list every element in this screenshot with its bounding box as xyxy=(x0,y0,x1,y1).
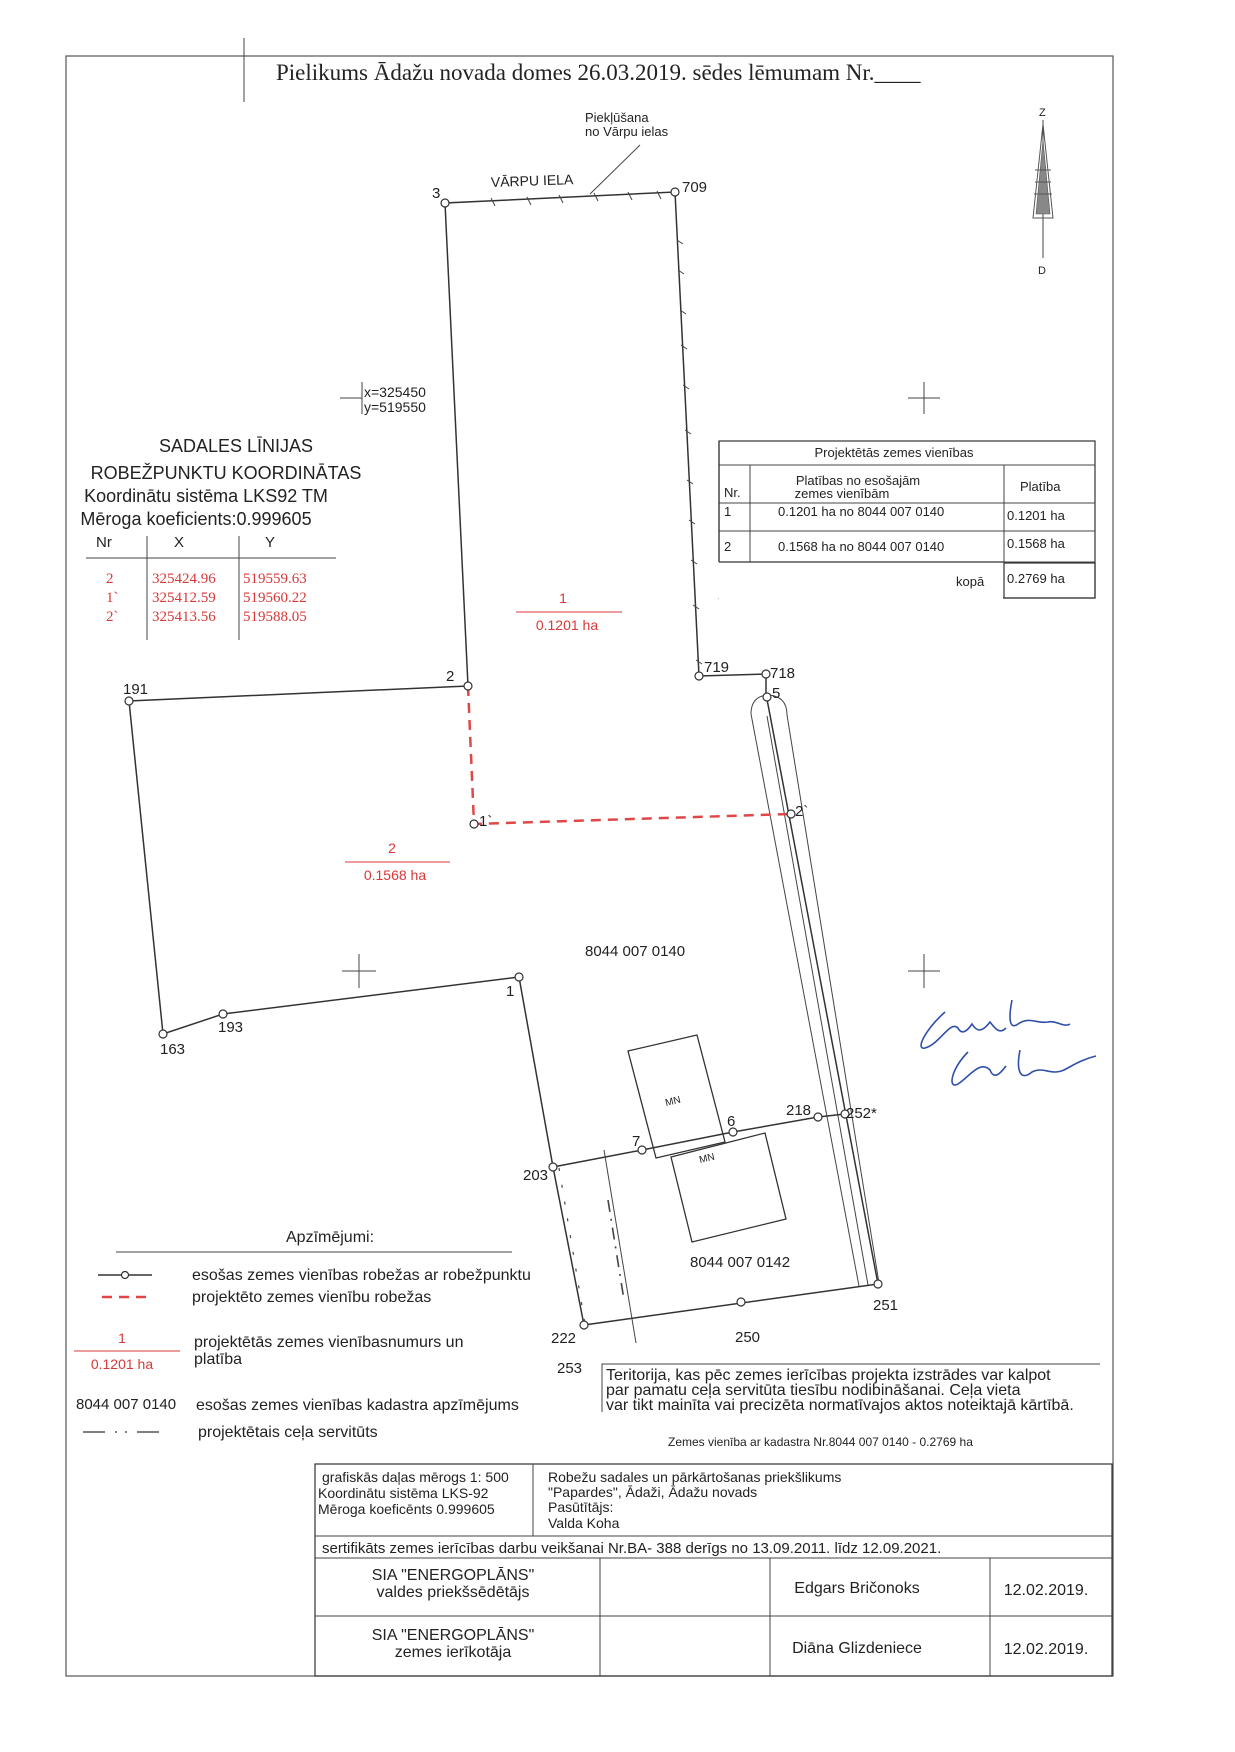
tb-name: Diāna Glizdeniece xyxy=(792,1640,922,1657)
units-table-header: Nr. xyxy=(724,485,741,500)
units-table-cell: 0.1201 ha no 8044 007 0140 xyxy=(778,504,945,519)
units-table-cell: 0.1568 ha no 8044 007 0140 xyxy=(778,539,945,554)
parcel-1-label xyxy=(516,590,622,633)
coords-cell: 2` xyxy=(106,609,119,625)
road-servitude-line xyxy=(559,1168,585,1324)
svg-text:0.1568 ha: 0.1568 ha xyxy=(363,867,427,883)
units-table-title: Projektētās zemes vienības xyxy=(814,445,974,460)
legend-boundary-sample xyxy=(98,1272,152,1279)
grid-cross xyxy=(908,382,940,414)
coords-scale-factor: Mēroga koeficients:0.999605 xyxy=(80,509,312,529)
legend-item: projektētais ceļa servitūts xyxy=(198,1424,378,1441)
cadastre-neighbor-label: 8044 007 0142 xyxy=(690,1254,791,1271)
svg-text:1: 1 xyxy=(559,590,567,606)
tb-role: zemes ierīkotāja xyxy=(394,1644,512,1661)
point-label: 6 xyxy=(727,1113,736,1130)
tb-client-label: Pasūtītājs: xyxy=(548,1499,614,1515)
fence-marks xyxy=(491,191,702,664)
point-label: 252* xyxy=(846,1105,877,1122)
tb-date: 12.02.2019. xyxy=(1003,1641,1089,1658)
access-note: no Vārpu ielas xyxy=(585,124,669,139)
point-label: 2` xyxy=(795,803,809,820)
grid-cross xyxy=(342,954,376,988)
parcel-2-boundary xyxy=(129,686,519,1034)
grid-cross xyxy=(908,954,940,988)
coords-header: X xyxy=(174,534,185,551)
coords-cell: 519559.63 xyxy=(243,571,307,587)
tb-org: SIA "ENERGOPLĀNS" xyxy=(371,1627,535,1644)
svg-text:var tikt mainīta vai precizēta: var tikt mainīta vai precizēta normatīvajos aktos noteiktajā kārtībā. xyxy=(606,1397,1074,1414)
cadastre-main-label: 8044 007 0140 xyxy=(585,943,686,960)
units-table-cell: 0.1568 ha xyxy=(1007,536,1065,551)
point-label: 1` xyxy=(479,813,493,830)
coords-title: SADALES LĪNIJAS xyxy=(158,436,314,456)
point-label: 718 xyxy=(770,665,796,682)
signature xyxy=(921,1000,1096,1085)
tb-project: Robežu sadales un pārkārtošanas priekšlikums xyxy=(548,1469,842,1485)
access-note: Piekļūšana xyxy=(585,110,649,125)
coords-cell: 325424.96 xyxy=(152,571,216,587)
legend-sample-cadastre: 8044 007 0140 xyxy=(76,1396,177,1413)
legend-item: projektētās zemes vienībasnumurs un xyxy=(194,1334,464,1351)
point-label: 251 xyxy=(873,1297,899,1314)
building-label: MN xyxy=(664,1094,682,1109)
tb-certificate: sertifikāts zemes ierīcības darbu veikšanai Nr.BA- 388 derīgs no 13.09.2011. līdz 12.09.2021. xyxy=(322,1540,942,1557)
svg-text:2: 2 xyxy=(388,840,396,856)
title-block xyxy=(315,1464,1112,1676)
units-table-header: Platības no esošajām xyxy=(795,473,921,488)
road-servitude-axis xyxy=(608,1200,624,1300)
units-table-cell: 2 xyxy=(724,539,732,554)
point-label: 7 xyxy=(632,1133,641,1150)
coords-cell: 1` xyxy=(106,590,119,606)
units-table-header: Platība xyxy=(1020,479,1061,494)
coords-cell: 519588.05 xyxy=(243,609,307,625)
territory-note xyxy=(602,1364,1100,1414)
point-label: 3 xyxy=(432,185,441,202)
units-table-header: zemes vienībām xyxy=(794,486,890,501)
units-table-total: 0.2769 ha xyxy=(1007,571,1065,586)
units-table-cell: 1 xyxy=(724,504,732,519)
page-title: Pielikums Ādažu novada domes 26.03.2019. sēdes lēmumam Nr.____ xyxy=(276,60,921,85)
street-label: VĀRPU IELA xyxy=(490,171,574,190)
point-label: 218 xyxy=(786,1102,812,1119)
building-south xyxy=(671,1133,786,1242)
coords-cell: 325413.56 xyxy=(152,609,216,625)
south-label: D xyxy=(1038,265,1046,277)
coords-header: Y xyxy=(265,534,276,551)
road-strip xyxy=(751,695,879,1286)
coords-cell: 519560.22 xyxy=(243,590,307,606)
tb-client: Valda Koha xyxy=(548,1515,620,1531)
tb-scale: grafiskās daļas mērogs 1: 500 xyxy=(322,1469,509,1485)
point-label: 203 xyxy=(523,1167,549,1184)
north-label: Z xyxy=(1039,107,1046,119)
coords-header: Nr xyxy=(96,534,112,551)
tb-role: valdes priekšsēdētājs xyxy=(376,1584,530,1601)
legend-sample-num: 1 xyxy=(118,1330,126,1346)
tb-coord-sys: Koordinātu sistēma LKS-92 xyxy=(318,1485,489,1501)
point-label: 709 xyxy=(682,179,708,196)
legend-title: Apzīmējumi: xyxy=(286,1229,375,1246)
tb-project: "Papardes", Ādaži, Ādažu novads xyxy=(548,1484,758,1500)
svg-text:0.1201 ha: 0.1201 ha xyxy=(535,617,599,633)
tb-scale-factor: Mēroga koeficēnts 0.999605 xyxy=(318,1501,495,1517)
units-table xyxy=(719,441,1095,598)
coords-cell: 2 xyxy=(106,571,114,587)
svg-text:y=519550: y=519550 xyxy=(364,399,426,415)
point-label: 250 xyxy=(735,1329,761,1346)
legend xyxy=(74,1229,531,1441)
point-label: 222 xyxy=(551,1330,577,1347)
point-label: 1 xyxy=(506,983,515,1000)
tb-date: 12.02.2019. xyxy=(1003,1582,1089,1599)
legend-item: esošas zemes vienības kadastra apzīmējums xyxy=(196,1397,519,1414)
tb-org: SIA "ENERGOPLĀNS" xyxy=(371,1567,535,1584)
parcel-2-label xyxy=(345,840,450,883)
main-parcel-boundary xyxy=(519,674,878,1325)
units-table-cell: 0.1201 ha xyxy=(1007,508,1065,523)
point-label: 163 xyxy=(160,1041,186,1058)
point-label: 2 xyxy=(446,668,455,685)
svg-text:par pamatu ceļa servitūta ties: par pamatu ceļa servitūta tiesību nodibināšanai. Ceļa vieta xyxy=(606,1382,1021,1399)
access-leader xyxy=(590,145,640,194)
coords-cell: 325412.59 xyxy=(152,590,216,606)
legend-item: platība xyxy=(194,1351,243,1368)
projected-boundary xyxy=(468,686,791,824)
area-note: Zemes vienība ar kadastra Nr.8044 007 0140 - 0.2769 ha xyxy=(668,1435,973,1449)
units-table-total-label: kopā xyxy=(956,574,985,589)
point-label: 253 xyxy=(557,1360,583,1377)
point-label: 5 xyxy=(772,685,781,702)
svg-text:x=325450: x=325450 xyxy=(364,384,426,400)
coords-title: ROBEŽPUNKTU KOORDINĀTAS xyxy=(90,463,362,483)
legend-item: esošas zemes vienības robežas ar robežpunktu xyxy=(192,1267,531,1284)
svg-text:Teritorija, kas pēc zemes ierī: Teritorija, kas pēc zemes ierīcības projekta izstrādes var kalpot xyxy=(606,1367,1051,1384)
tb-name: Edgars Bričonoks xyxy=(794,1580,920,1597)
point-label: 193 xyxy=(218,1019,244,1036)
road-servitude-line xyxy=(604,1150,636,1343)
legend-sample-area: 0.1201 ha xyxy=(90,1356,154,1372)
point-label: 719 xyxy=(704,659,730,676)
legend-item: projektēto zemes vienību robežas xyxy=(192,1289,432,1306)
point-label: 191 xyxy=(123,681,149,698)
boundary-points xyxy=(125,188,882,1329)
coordinates-block xyxy=(80,436,361,640)
coords-system: Koordinātu sistēma LKS92 TM xyxy=(84,486,328,506)
building-label: MN xyxy=(698,1151,716,1166)
north-arrow-icon xyxy=(1033,107,1053,277)
grid-coordinate-label xyxy=(340,382,426,415)
